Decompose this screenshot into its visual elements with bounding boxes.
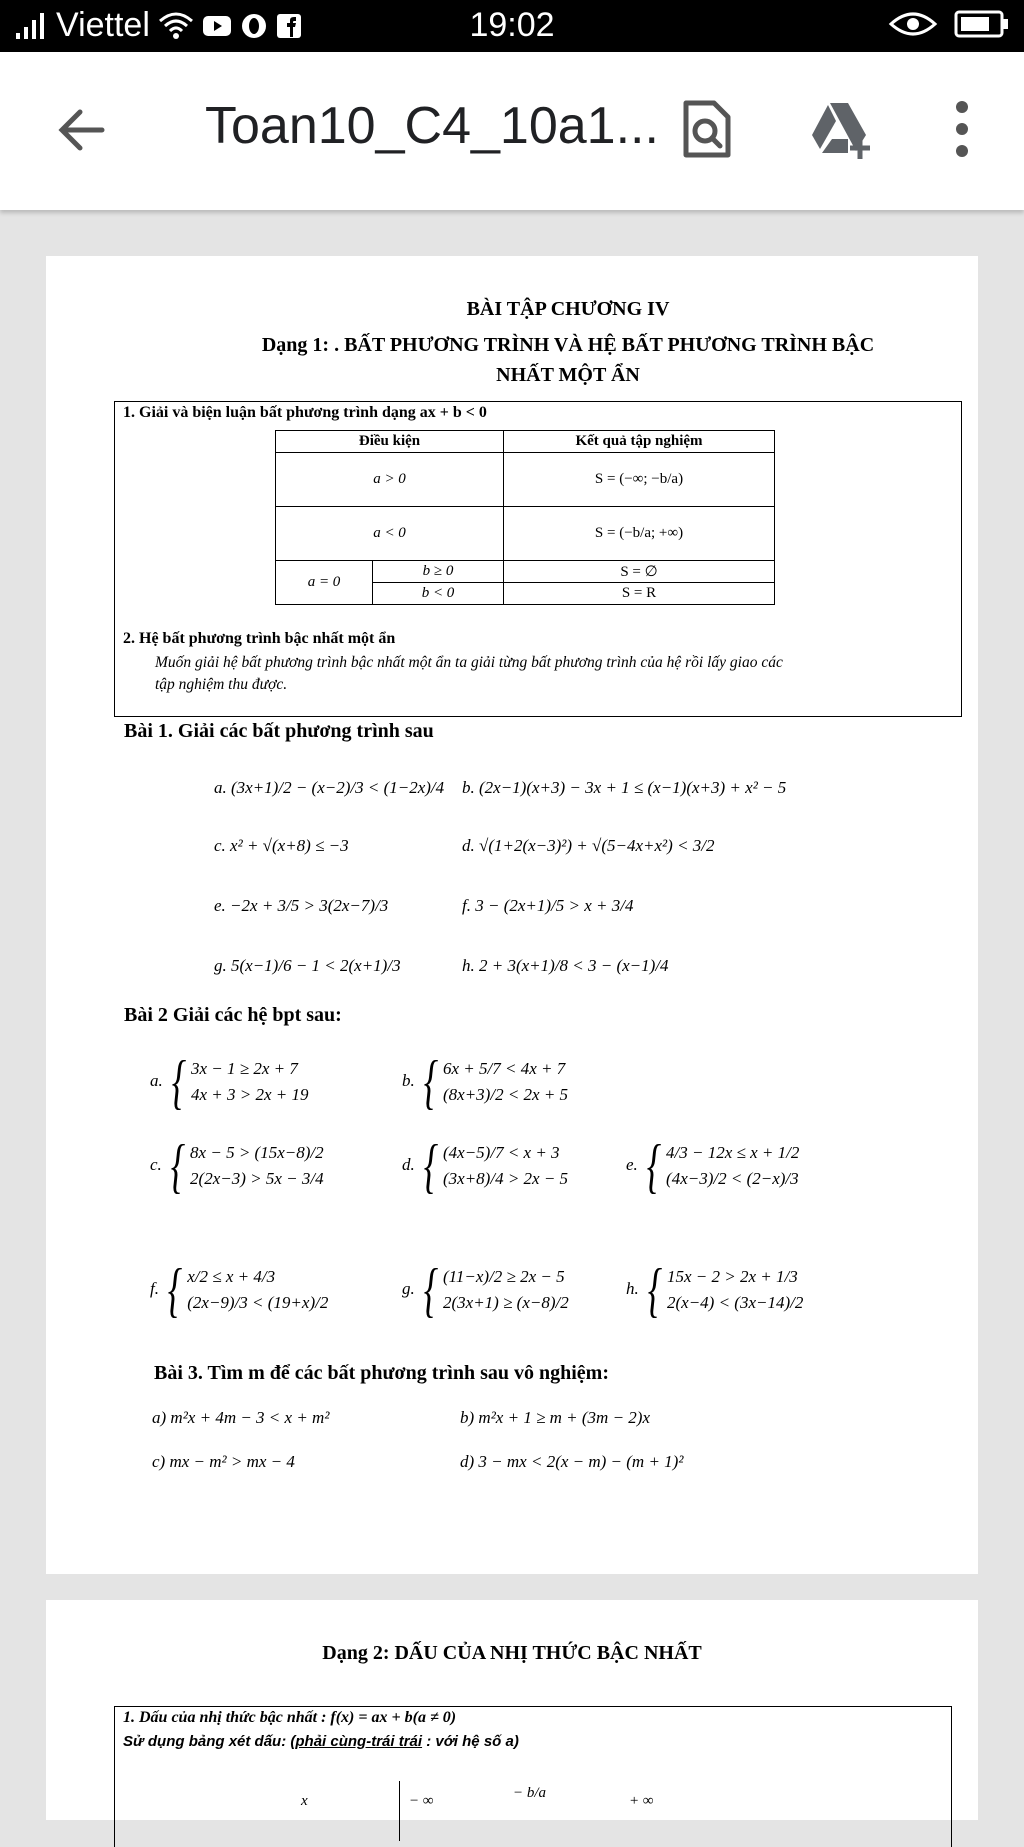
exercise-label: h.: [462, 956, 475, 975]
exercise-expr: m²x + 4m − 3 < x + m²: [170, 1408, 330, 1427]
system-line: 2(2x−3) > 5x − 3/4: [190, 1169, 324, 1188]
page-title: BÀI TẬP CHƯƠNG IV: [466, 298, 670, 320]
exercise-label: c): [152, 1452, 166, 1471]
table-header-condition: Điều kiện: [276, 431, 504, 453]
sign-table-cell: + ∞: [629, 1793, 654, 1809]
exercise-expr: 3 − mx < 2(x − m) − (m + 1)²: [478, 1452, 684, 1471]
heading-line-2: NHẤT MỘT ẨN: [496, 364, 640, 386]
system-line: 4/3 − 12x ≤ x + 1/2: [666, 1143, 800, 1162]
bai3-title: Bài 3. Tìm m để các bất phương trình sau vô nghiệm:: [154, 1362, 609, 1384]
system-label: b.: [402, 1070, 415, 1090]
heading-line-1: Dạng 1: . BẤT PHƯƠNG TRÌNH VÀ HỆ BẤT PHƯƠNG TRÌNH BẬC: [261, 334, 875, 356]
exercise-item: [214, 956, 401, 976]
exercise-expr: (2x−1)(x+3) − 3x + 1 ≤ (x−1)(x+3) + x² − 5: [479, 778, 787, 797]
theory-item-2: 2. Hệ bất phương trình bậc nhất một ẩn: [123, 630, 396, 647]
add-to-drive-icon[interactable]: [808, 97, 872, 161]
exercise-label: a): [152, 1408, 167, 1427]
battery-icon: [954, 9, 1010, 39]
system-label: a.: [150, 1070, 163, 1090]
system-label: f.: [150, 1278, 159, 1298]
document-title: Toan10_C4_10a1...: [205, 97, 659, 155]
exercise-item: [214, 836, 349, 856]
system-line: 3x − 1 ≥ 2x + 7: [191, 1059, 298, 1078]
table-cell: S = (−b/a; +∞): [504, 507, 775, 561]
theory-box: [114, 401, 962, 717]
status-bar: [0, 0, 1024, 52]
system-item: g. { (11−x)/2 ≥ 2x − 5 2(3x+1) ≥ (x−8)/2: [402, 1257, 569, 1323]
exercise-item: [462, 836, 715, 856]
theory-item-2-text: tập nghiệm thu được.: [155, 676, 288, 693]
system-line: (11−x)/2 ≥ 2x − 5: [443, 1267, 565, 1286]
system-item: a. { 3x − 1 ≥ 2x + 7 4x + 3 > 2x + 19: [150, 1049, 309, 1115]
system-line: 4x + 3 > 2x + 19: [191, 1085, 309, 1104]
exercise-label: b): [460, 1408, 475, 1427]
exercise-item: [462, 778, 786, 798]
exercise-expr: −2x + 3/5 > 3(2x−7)/3: [230, 896, 389, 915]
carrier-name: Viettel: [56, 6, 150, 44]
bai2-title: Bài 2 Giải các hệ bpt sau:: [124, 1004, 342, 1026]
system-item: h. { 15x − 2 > 2x + 1/3 2(x−4) < (3x−14)/2: [626, 1257, 804, 1323]
document-page-1: [46, 256, 978, 1574]
conditions-table: [275, 430, 775, 605]
exercise-label: e.: [214, 896, 226, 915]
exercise-item: [460, 1408, 650, 1428]
dang2-note-prefix: Sử dụng bảng xét dấu: (: [123, 1733, 296, 1750]
table-cell: b ≥ 0: [373, 561, 504, 583]
system-item: b. { 6x + 5/7 < 4x + 7 (8x+3)/2 < 2x + 5: [402, 1049, 569, 1115]
exercise-expr: (3x+1)/2 − (x−2)/3 < (1−2x)/4: [231, 778, 445, 797]
sign-table-cell: − b/a: [513, 1785, 547, 1801]
exercise-label: b.: [462, 778, 475, 797]
table-cell: S = R: [504, 583, 775, 605]
exercise-expr: 5(x−1)/6 − 1 < 2(x+1)/3: [231, 956, 401, 975]
dang2-item-1: 1. Dấu của nhị thức bậc nhất : f(x) = ax + b(a ≠ 0): [123, 1709, 457, 1726]
system-line: (4x−3)/2 < (2−x)/3: [666, 1169, 799, 1188]
exercise-item: [152, 1408, 329, 1428]
app-bar: [0, 52, 1024, 210]
clock: 19:02: [469, 6, 555, 44]
exercise-item: [462, 956, 669, 976]
search-in-doc-icon[interactable]: [674, 97, 738, 161]
system-item: c. { 8x − 5 > (15x−8)/2 2(2x−3) > 5x − 3/4: [150, 1133, 324, 1199]
exercise-item: [462, 896, 633, 916]
bai1-title: Bài 1. Giải các bất phương trình sau: [124, 720, 434, 742]
table-cell: b < 0: [373, 583, 504, 605]
system-line: 15x − 2 > 2x + 1/3: [667, 1267, 798, 1286]
exercise-label: f.: [462, 896, 471, 915]
exercise-expr: √(1+2(x−3)²) + √(5−4x+x²) < 3/2: [479, 836, 715, 855]
document-page-2: [46, 1600, 978, 1820]
exercise-expr: mx − m² > mx − 4: [169, 1452, 295, 1471]
table-cell: a < 0: [276, 507, 504, 561]
exercise-item: [214, 778, 444, 798]
system-item: f. { x/2 ≤ x + 4/3 (2x−9)/3 < (19+x)/2: [150, 1257, 329, 1323]
exercise-item: [152, 1452, 295, 1472]
exercise-expr: 2 + 3(x+1)/8 < 3 − (x−1)/4: [479, 956, 669, 975]
exercise-label: a.: [214, 778, 227, 797]
dang2-note-underlined: phải cùng-trái trái: [295, 1733, 423, 1750]
system-label: h.: [626, 1278, 639, 1298]
system-label: d.: [402, 1154, 415, 1174]
exercise-label: d.: [462, 836, 475, 855]
table-cell: a > 0: [276, 453, 504, 507]
exercise-expr: m²x + 1 ≥ m + (3m − 2)x: [478, 1408, 651, 1427]
system-label: g.: [402, 1278, 415, 1298]
table-cell: S = ∅: [504, 561, 775, 583]
sign-table-cell: − ∞: [409, 1793, 434, 1809]
system-line: (2x−9)/3 < (19+x)/2: [187, 1293, 329, 1312]
sign-table-x: x: [301, 1793, 308, 1809]
system-line: 2(x−4) < (3x−14)/2: [667, 1293, 804, 1312]
dang2-note-suffix: : với hệ số a): [422, 1733, 519, 1750]
exercise-item: [460, 1452, 683, 1472]
system-line: (3x+8)/4 > 2x − 5: [443, 1169, 569, 1188]
system-item: e. { 4/3 − 12x ≤ x + 1/2 (4x−3)/2 < (2−x)/3: [626, 1133, 800, 1199]
exercise-item: [214, 896, 388, 916]
exercise-label: c.: [214, 836, 226, 855]
system-item: d. { (4x−5)/7 < x + 3 (3x+8)/4 > 2x − 5: [402, 1133, 569, 1199]
theory-item-2-text: Muốn giải hệ bất phương trình bậc nhất một ẩn ta giải từng bất phương trình của hệ rồi lấy giao các: [155, 654, 783, 671]
system-line: (4x−5)/7 < x + 3: [443, 1143, 560, 1162]
dang2-box: [114, 1706, 952, 1847]
exercise-label: g.: [214, 956, 227, 975]
table-header-result: Kết quả tập nghiệm: [504, 431, 775, 453]
table-cell: a = 0: [276, 561, 373, 605]
exercise-expr: x² + √(x+8) ≤ −3: [230, 836, 349, 855]
sign-table-divider: [399, 1781, 400, 1841]
table-cell: S = (−∞; −b/a): [504, 453, 775, 507]
system-line: 8x − 5 > (15x−8)/2: [190, 1143, 324, 1162]
exercise-label: d): [460, 1452, 475, 1471]
system-line: 6x + 5/7 < 4x + 7: [443, 1059, 566, 1078]
theory-item-1: 1. Giải và biện luận bất phương trình dạng ax + b < 0: [123, 404, 487, 421]
back-arrow-icon[interactable]: [52, 100, 112, 160]
exercise-expr: 3 − (2x+1)/5 > x + 3/4: [475, 896, 634, 915]
system-label: e.: [626, 1154, 638, 1174]
dang2-note: [123, 1733, 519, 1750]
dang2-heading: Dạng 2: DẤU CỦA NHỊ THỨC BẬC NHẤT: [322, 1642, 702, 1664]
eye-icon: [888, 9, 938, 39]
system-line: x/2 ≤ x + 4/3: [187, 1267, 276, 1286]
system-line: (8x+3)/2 < 2x + 5: [443, 1085, 569, 1104]
more-vert-icon[interactable]: [930, 97, 994, 161]
system-line: 2(3x+1) ≥ (x−8)/2: [443, 1293, 569, 1312]
system-label: c.: [150, 1154, 162, 1174]
